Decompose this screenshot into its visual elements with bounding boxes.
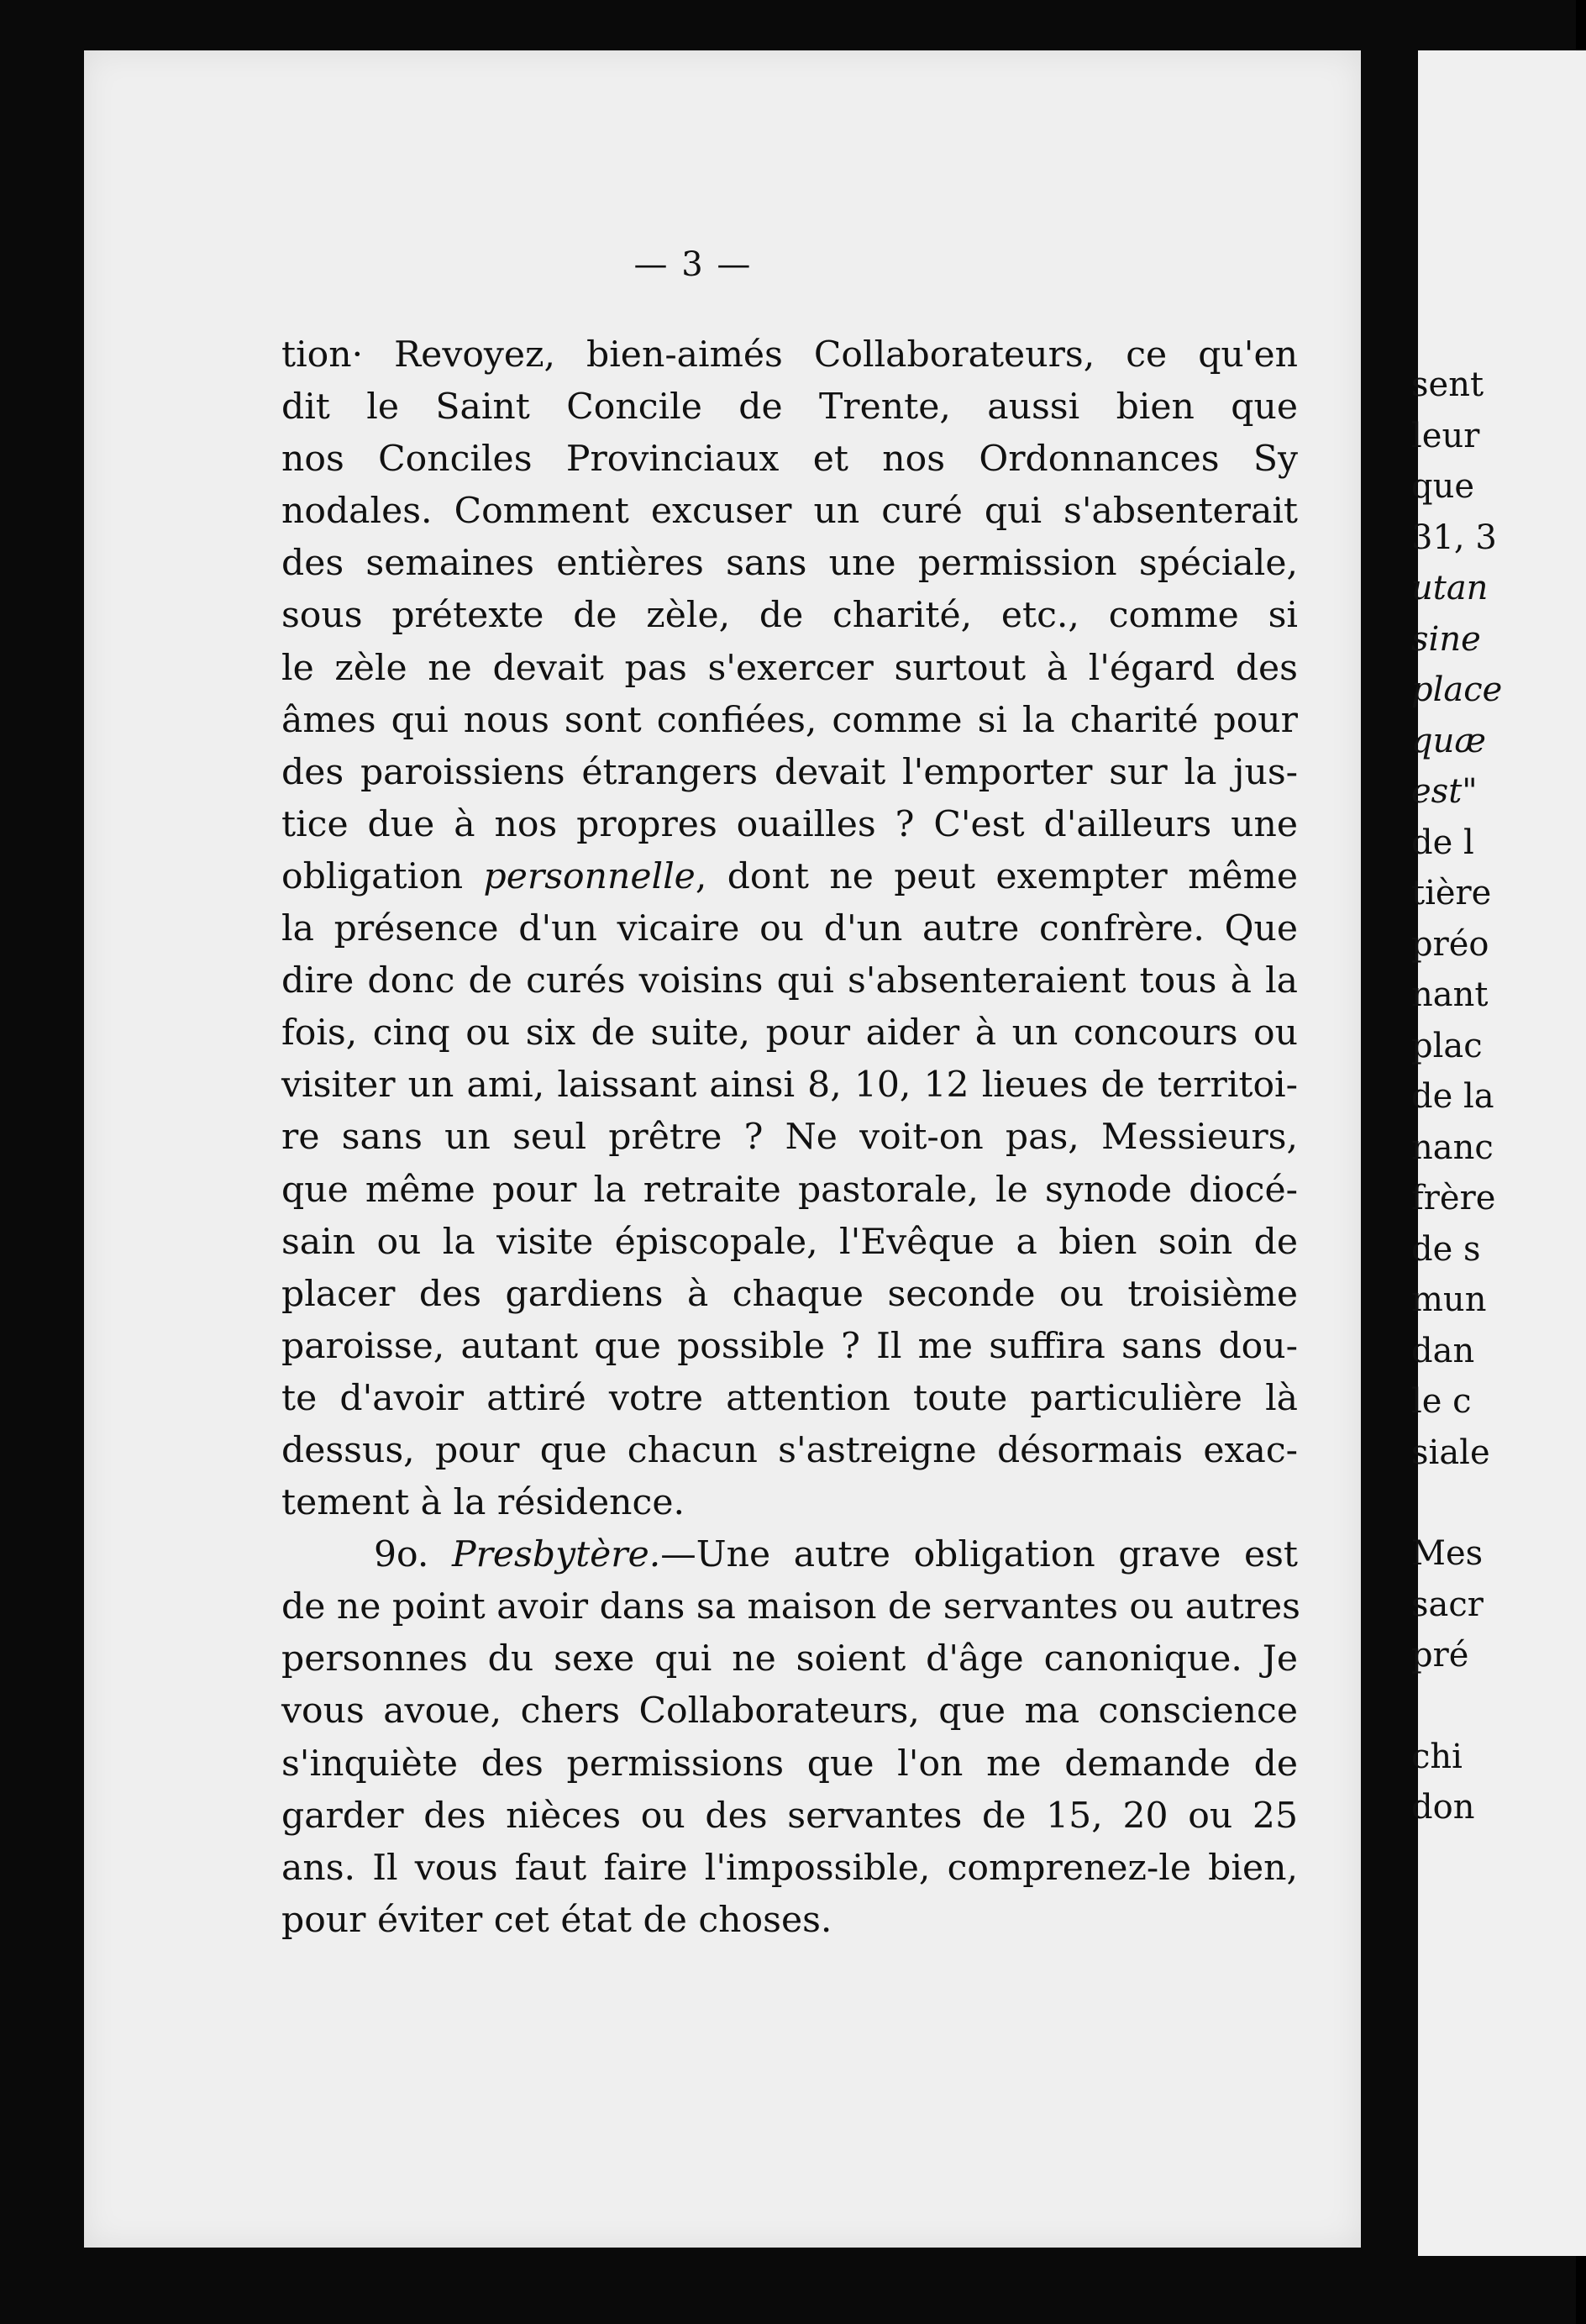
page-number: — 3 — xyxy=(633,245,753,284)
adjacent-gap xyxy=(1411,1478,1579,1528)
adjacent-text-fragment: utan xyxy=(1411,569,1489,607)
adjacent-text-fragment: quæ xyxy=(1411,721,1486,760)
adjacent-text-fragment: de la xyxy=(1411,1077,1494,1116)
text-line: garder des nièces ou des servantes de 15, 20 ou 25 xyxy=(281,1795,1298,1837)
text-line: des semaines entières sans une permission spéciale, xyxy=(281,543,1298,585)
text-line: sain ou la visite épiscopale, l'Evêque a bien soin de xyxy=(281,1221,1298,1263)
adjacent-text-fragment: 31, 3 xyxy=(1411,518,1497,557)
adjacent-text-fragment: que xyxy=(1411,467,1475,506)
text-line: dire donc de curés voisins qui s'absenteraient tous à la xyxy=(281,960,1298,1002)
text-line: ans. Il vous faut faire l'impossible, comprenez-le bien, xyxy=(281,1847,1298,1889)
text-line: que même pour la retraite pastorale, le synode diocé- xyxy=(281,1169,1298,1211)
text-line: visiter un ami, laissant ainsi 8, 10, 12 lieues de territoi- xyxy=(281,1065,1298,1107)
text-line: tion· Revoyez, bien-aimés Collaborateurs, ce qu'en xyxy=(281,334,1298,376)
text-line: personnes du sexe qui ne soient d'âge canonique. Je xyxy=(281,1638,1298,1680)
adjacent-text-fragment: est" xyxy=(1411,772,1478,811)
adjacent-text-fragment: leur xyxy=(1411,416,1480,455)
adjacent-page xyxy=(1411,50,1586,2256)
adjacent-text-fragment: siale xyxy=(1411,1433,1490,1472)
text-line: la présence d'un vicaire ou d'un autre confrère. Que xyxy=(281,908,1298,950)
adjacent-text-fragment: chi xyxy=(1411,1737,1463,1776)
adjacent-text-fragment: le c xyxy=(1411,1382,1472,1421)
text-line: obligation personnelle, dont ne peut exempter même xyxy=(281,855,1298,897)
text-line: le zèle ne devait pas s'exercer surtout à l'égard des xyxy=(281,647,1298,689)
text-line: dessus, pour que chacun s'astreigne désormais exac- xyxy=(281,1429,1298,1471)
text-line: sous prétexte de zèle, de charité, etc., comme si xyxy=(281,595,1298,637)
adjacent-text-fragment: nant xyxy=(1411,975,1489,1014)
adjacent-text-fragment: sent xyxy=(1411,365,1484,404)
text-line: nodales. Comment excuser un curé qui s'absenterait xyxy=(281,491,1298,533)
text-line: dit le Saint Concile de Trente, aussi bien que xyxy=(281,386,1298,429)
adjacent-text-fragment: don xyxy=(1411,1788,1475,1827)
text-line: tice due à nos propres ouailles ? C'est d'ailleurs une xyxy=(281,803,1298,845)
adjacent-text-fragment: sacr xyxy=(1411,1585,1484,1624)
text-line: fois, cinq ou six de suite, pour aider à un concours ou xyxy=(281,1012,1298,1054)
adjacent-text-fragment: place xyxy=(1411,670,1503,709)
text-line: placer des gardiens à chaque seconde ou troisième xyxy=(281,1273,1298,1315)
section-title: Presbytère. xyxy=(451,1534,661,1576)
text-line: paroisse, autant que possible ? Il me suffira sans dou- xyxy=(281,1325,1298,1367)
section-first-line-text: —Une autre obligation grave est xyxy=(660,1534,1298,1576)
adjacent-text-fragment: de s xyxy=(1411,1229,1481,1269)
text-line: des paroissiens étrangers devait l'emporter sur la jus- xyxy=(281,751,1298,793)
adjacent-text-fragment: nanc xyxy=(1411,1128,1494,1167)
text-line: nos Conciles Provinciaux et nos Ordonnances Sy xyxy=(281,439,1298,481)
adjacent-text-fragment: de l xyxy=(1411,823,1474,862)
text-line: te d'avoir attiré votre attention toute particulière là xyxy=(281,1377,1298,1419)
adjacent-text-fragment: plac xyxy=(1411,1026,1483,1065)
text-line: tement à la résidence. xyxy=(281,1482,685,1524)
adjacent-page-text xyxy=(1411,360,1579,1833)
adjacent-text-fragment: frère xyxy=(1411,1179,1496,1217)
italic-emphasis: personnelle xyxy=(483,855,696,897)
text-line: de ne point avoir dans sa maison de servantes ou autres xyxy=(281,1586,1300,1628)
adjacent-text-fragment: Mes xyxy=(1411,1534,1484,1573)
adjacent-text-fragment: tière xyxy=(1411,874,1492,912)
section-number: 9o. xyxy=(374,1534,452,1576)
adjacent-text-fragment: dan xyxy=(1411,1331,1475,1370)
adjacent-gap xyxy=(1411,1681,1579,1732)
text-line: re sans un seul prêtre ? Ne voit-on pas, Messieurs, xyxy=(281,1117,1298,1159)
text-line: vous avoue, chers Collaborateurs, que ma conscience xyxy=(281,1690,1298,1732)
body-text xyxy=(281,329,1298,1947)
adjacent-text-fragment: mun xyxy=(1411,1280,1487,1319)
adjacent-text-fragment: sine xyxy=(1411,619,1481,659)
adjacent-text-fragment: pré xyxy=(1411,1636,1469,1675)
text-line: pour éviter cet état de choses. xyxy=(281,1899,832,1941)
section-heading-line xyxy=(281,1529,1298,1581)
adjacent-text-fragment: préo xyxy=(1411,924,1489,964)
text-line: s'inquiète des permissions que l'on me demande de xyxy=(281,1743,1298,1785)
text-line: âmes qui nous sont confiées, comme si la charité pour xyxy=(281,699,1298,741)
